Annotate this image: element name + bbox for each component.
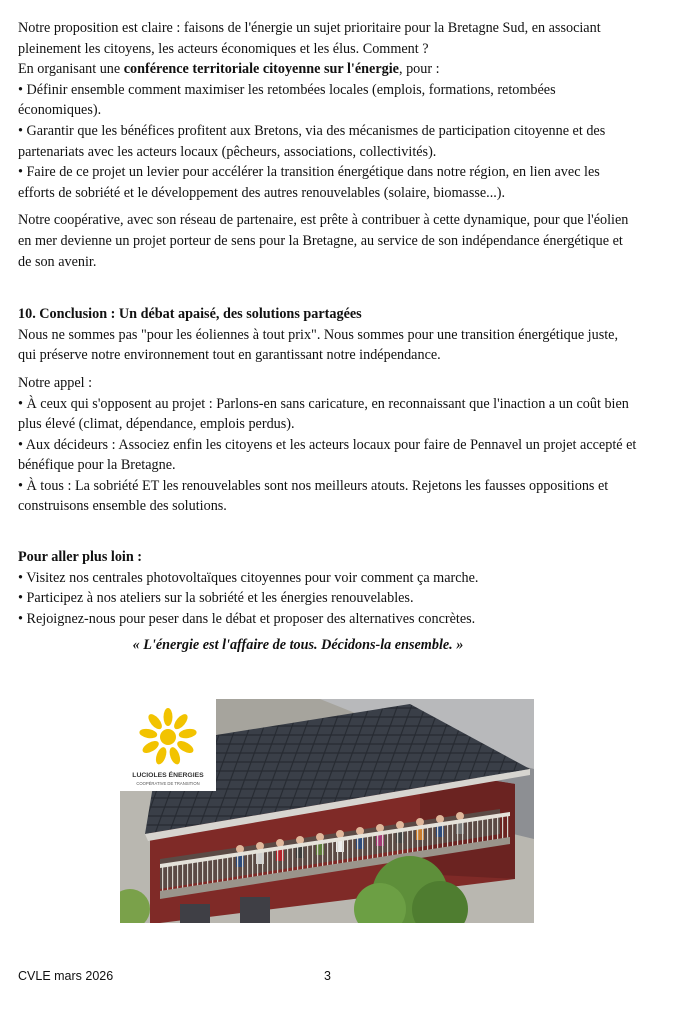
closing-quote: « L'énergie est l'affaire de tous. Décidons-la ensemble. »	[132, 637, 464, 654]
conclusion-text: Nous ne sommes pas "pour les éoliennes à tout prix". Nous sommes pour une transition énergétique juste, qui préserve notre environnement tout en garantissant notre indépendance.	[18, 326, 619, 364]
further-bullet: • Rejoignez-nous pour peser dans le débat et proposer des alternatives concrètes.	[18, 610, 476, 627]
intro-paragraph: Notre proposition est claire : faisons de l'énergie un sujet prioritaire pour la Bretagne Sud, en associant pleinement les citoyens, les acteurs économiques et les élus. Comment ?	[18, 20, 601, 57]
lucioles-logo	[120, 699, 216, 791]
building-illustration	[120, 699, 534, 923]
further-bullet: • Participez à nos ateliers sur la sobriété et les énergies renouvelables.	[18, 590, 414, 607]
appeal-bullet: • Aux décideurs : Associez enfin les citoyens et les acteurs locaux pour faire de Pennavel un projet accepté et bénéfique pour la Bretagne.	[18, 436, 637, 474]
further-bullet: • Visitez nos centrales photovoltaïques citoyennes pour voir comment ça marche.	[18, 569, 479, 586]
intro-bullet: • Définir ensemble comment maximiser les retombées locales (emplois, formations, retombées économiques).	[18, 81, 556, 119]
intro-bullet: • Garantir que les bénéfices profitent aux Bretons, via des mécanismes de participation citoyenne et des partenariats avec les acteurs locaux (pêcheurs, associations, collectivités).	[18, 122, 606, 160]
appeal-label: Notre appel :	[18, 374, 93, 391]
conference-emphasis: conférence territoriale citoyenne sur l'énergie	[123, 61, 399, 78]
cooperative-photo	[120, 699, 534, 923]
page-number: 3	[324, 969, 331, 983]
conclusion-heading: 10. Conclusion : Un débat apaisé, des solutions partagées	[18, 306, 362, 323]
intro-bullet: • Faire de ce projet un levier pour accélérer la transition énergétique dans notre région, en lien avec les efforts de sobriété et le développement des autres renouvelables (solaire, biomasse...).	[18, 164, 600, 201]
logo-tagline: COOPÉRATIVE DE TRANSITION	[136, 781, 200, 786]
document-page	[18, 18, 638, 656]
appeal-bullet: • À ceux qui s'opposent au projet : Parlons-en sans caricature, en reconnaissant que l'inaction a un coût bien plus élevé (climat, dépendance, emplois perdus).	[18, 395, 629, 433]
logo-name: LUCIOLES ÉNERGIES	[132, 772, 204, 779]
further-heading: Pour aller plus loin :	[18, 549, 143, 566]
organize-line: En organisant une conférence territoriale citoyenne sur l'énergie, pour :	[18, 61, 440, 78]
footer-date: CVLE mars 2026	[18, 969, 114, 983]
cooperative-paragraph: Notre coopérative, avec son réseau de partenaire, est prête à contribuer à cette dynamique, pour que l'éolien en mer devienne un projet porteur de sens pour la Bretagne, au service de son indépendance énergétique et de son avenir.	[18, 212, 629, 270]
appeal-bullet: • À tous : La sobriété ET les renouvelables sont nos meilleurs atouts. Rejetons les fausses oppositions et construisons ensemble des solutions.	[18, 477, 609, 515]
